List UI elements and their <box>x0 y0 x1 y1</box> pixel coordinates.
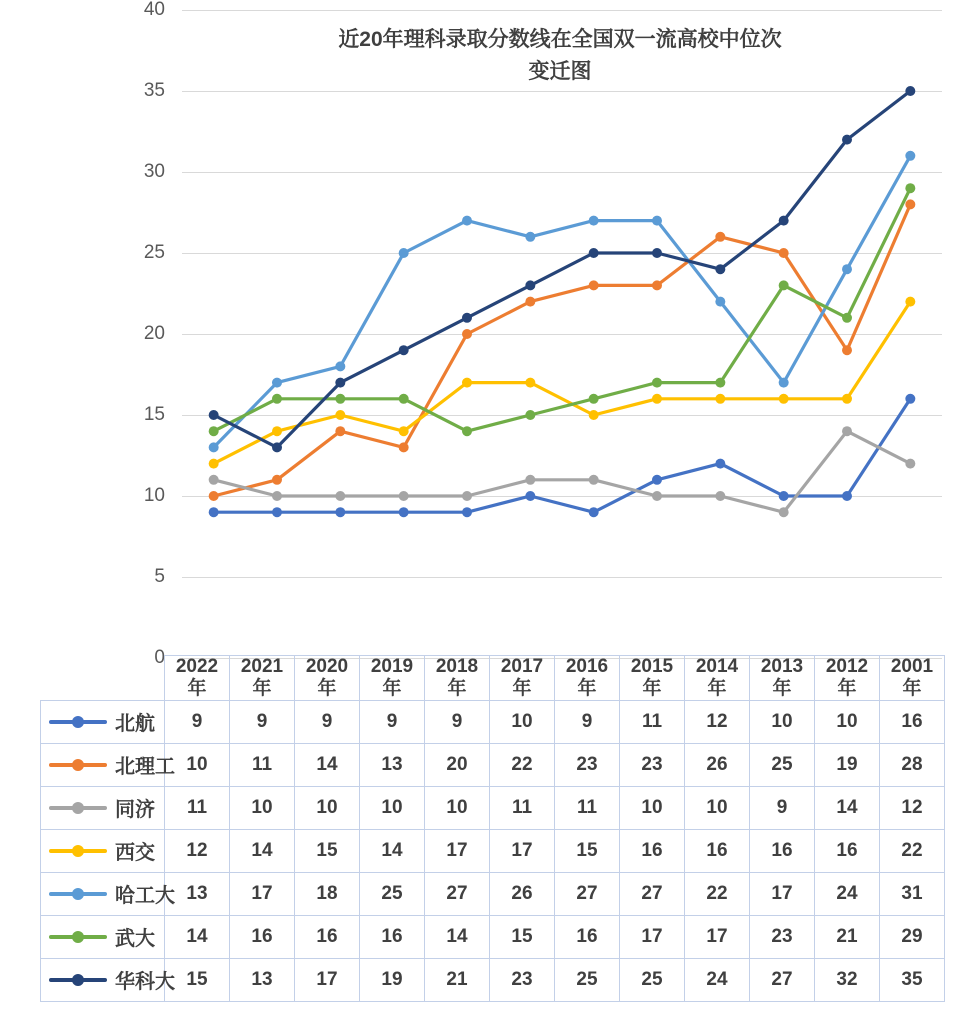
series-line <box>214 204 911 496</box>
series-point <box>209 475 219 485</box>
y-axis-tick-label: 0 <box>154 647 165 668</box>
legend-line-marker-icon <box>49 892 107 896</box>
table-cell: 21 <box>425 958 490 1001</box>
table-cell: 28 <box>880 743 945 786</box>
series-point <box>779 394 789 404</box>
series-point <box>779 378 789 388</box>
table-cell: 35 <box>880 958 945 1001</box>
series-point <box>399 345 409 355</box>
series-point <box>715 232 725 242</box>
table-cell: 9 <box>750 786 815 829</box>
legend-cell <box>41 743 175 786</box>
series-point <box>525 491 535 501</box>
table-cell: 27 <box>620 872 685 915</box>
series-point <box>462 313 472 323</box>
legend-line-marker-icon <box>49 720 107 724</box>
table-cell: 24 <box>685 958 750 1001</box>
series-point <box>842 345 852 355</box>
legend-series-name: 西交 <box>115 842 155 865</box>
legend-series-name: 华科大 <box>115 971 175 994</box>
series-point <box>525 297 535 307</box>
series-point <box>589 248 599 258</box>
series-1 <box>209 199 916 501</box>
series-point <box>652 394 662 404</box>
y-axis-tick-label: 20 <box>143 323 165 344</box>
table-cell: 16 <box>815 829 880 872</box>
y-axis-tick-label: 40 <box>143 0 165 20</box>
series-point <box>715 394 725 404</box>
table-cell: 17 <box>425 829 490 872</box>
series-point <box>399 442 409 452</box>
table-cell: 16 <box>750 829 815 872</box>
table-cell: 16 <box>230 915 295 958</box>
table-column-header: 2017 年 <box>490 656 555 701</box>
series-point <box>652 475 662 485</box>
table-cell: 25 <box>750 743 815 786</box>
series-point <box>589 410 599 420</box>
table-cell: 32 <box>815 958 880 1001</box>
table-cell: 10 <box>750 700 815 743</box>
series-point <box>842 426 852 436</box>
series-point <box>462 329 472 339</box>
series-point <box>272 475 282 485</box>
table-cell: 15 <box>490 915 555 958</box>
series-point <box>842 313 852 323</box>
table-cell: 11 <box>620 700 685 743</box>
table-cell: 23 <box>750 915 815 958</box>
table-cell: 13 <box>230 958 295 1001</box>
series-point <box>652 280 662 290</box>
table-cell: 15 <box>555 829 620 872</box>
series-point <box>525 410 535 420</box>
table-row <box>41 915 945 958</box>
y-axis-tick-label: 30 <box>143 161 165 182</box>
legend-line-marker-icon <box>49 978 107 982</box>
series-line <box>214 91 911 447</box>
table-cell: 11 <box>165 786 230 829</box>
legend-series-name: 同济 <box>115 799 155 822</box>
table-cell: 17 <box>230 872 295 915</box>
series-point <box>272 426 282 436</box>
table-cell: 9 <box>555 700 620 743</box>
table-cell: 10 <box>620 786 685 829</box>
table-cell: 9 <box>360 700 425 743</box>
series-point <box>842 394 852 404</box>
series-point <box>272 491 282 501</box>
legend-cell <box>41 872 175 915</box>
series-point <box>589 475 599 485</box>
series-point <box>209 442 219 452</box>
series-point <box>842 135 852 145</box>
table-cell: 25 <box>555 958 620 1001</box>
table-cell: 25 <box>620 958 685 1001</box>
series-point <box>335 426 345 436</box>
table-column-header: 2018 年 <box>425 656 490 701</box>
table-cell: 16 <box>620 829 685 872</box>
y-axis-tick-label: 10 <box>143 485 165 506</box>
table-column-header: 2012 年 <box>815 656 880 701</box>
table-cell: 17 <box>490 829 555 872</box>
series-point <box>842 264 852 274</box>
series-point <box>905 199 915 209</box>
table-cell: 14 <box>815 786 880 829</box>
table-cell: 17 <box>750 872 815 915</box>
table-cell: 10 <box>490 700 555 743</box>
table-cell: 29 <box>880 915 945 958</box>
table-cell: 15 <box>295 829 360 872</box>
series-point <box>905 86 915 96</box>
table-row <box>41 700 945 743</box>
y-axis-tick-label: 35 <box>143 80 165 101</box>
table-cell: 17 <box>295 958 360 1001</box>
table-cell: 14 <box>230 829 295 872</box>
table-cell: 17 <box>620 915 685 958</box>
series-point <box>209 459 219 469</box>
series-point <box>779 248 789 258</box>
series-point <box>589 394 599 404</box>
table-cell: 11 <box>555 786 620 829</box>
series-point <box>715 378 725 388</box>
table-body <box>41 700 945 1001</box>
series-point <box>905 459 915 469</box>
table-cell: 12 <box>880 786 945 829</box>
table-cell: 11 <box>230 743 295 786</box>
table-cell: 10 <box>360 786 425 829</box>
series-point <box>272 442 282 452</box>
series-point <box>905 394 915 404</box>
table-cell: 16 <box>880 700 945 743</box>
table-cell: 19 <box>360 958 425 1001</box>
series-point <box>905 151 915 161</box>
series-point <box>335 507 345 517</box>
table-cell: 31 <box>880 872 945 915</box>
series-point <box>525 232 535 242</box>
series-point <box>209 410 219 420</box>
series-point <box>589 280 599 290</box>
legend-cell <box>41 958 175 1001</box>
series-point <box>525 475 535 485</box>
series-point <box>209 426 219 436</box>
table-row <box>41 958 945 1001</box>
series-point <box>715 491 725 501</box>
series-point <box>779 491 789 501</box>
table-column-header: 2022 年 <box>165 656 230 701</box>
table-cell: 14 <box>360 829 425 872</box>
legend-cell <box>41 829 165 872</box>
table-cell: 27 <box>425 872 490 915</box>
table-column-header: 2019 年 <box>360 656 425 701</box>
series-point <box>462 426 472 436</box>
series-point <box>335 378 345 388</box>
table-row <box>41 743 945 786</box>
table-header-row <box>41 656 945 701</box>
series-point <box>272 507 282 517</box>
table-column-header: 2020 年 <box>295 656 360 701</box>
series-point <box>209 491 219 501</box>
table-cell: 25 <box>360 872 425 915</box>
table-cell: 16 <box>555 915 620 958</box>
legend-series-name: 哈工大 <box>115 885 175 908</box>
table-cell: 26 <box>685 743 750 786</box>
series-point <box>715 297 725 307</box>
table-cell: 21 <box>815 915 880 958</box>
legend-line-marker-icon <box>49 806 107 810</box>
table-cell: 13 <box>360 743 425 786</box>
table-cell: 22 <box>685 872 750 915</box>
table-row <box>41 786 945 829</box>
table-cell: 10 <box>230 786 295 829</box>
table-cell: 13 <box>165 872 230 915</box>
series-point <box>335 410 345 420</box>
table-cell: 18 <box>295 872 360 915</box>
table-cell: 22 <box>880 829 945 872</box>
series-point <box>399 491 409 501</box>
legend-cell <box>41 786 165 829</box>
series-point <box>335 361 345 371</box>
chart-title <box>175 24 945 87</box>
series-line <box>214 302 911 464</box>
table-cell: 23 <box>555 743 620 786</box>
series-point <box>905 297 915 307</box>
table-cell: 23 <box>620 743 685 786</box>
series-point <box>589 507 599 517</box>
series-point <box>462 491 472 501</box>
series-point <box>842 491 852 501</box>
table-cell: 10 <box>685 786 750 829</box>
series-point <box>335 491 345 501</box>
series-point <box>399 507 409 517</box>
table-cell: 14 <box>425 915 490 958</box>
table-cell: 10 <box>425 786 490 829</box>
series-point <box>399 394 409 404</box>
series-point <box>652 216 662 226</box>
table-cell: 16 <box>295 915 360 958</box>
table-column-header: 2015 年 <box>620 656 685 701</box>
series-point <box>462 378 472 388</box>
table-cell: 11 <box>490 786 555 829</box>
series-point <box>652 378 662 388</box>
table-column-header: 2021 年 <box>230 656 295 701</box>
table-cell: 10 <box>815 700 880 743</box>
series-0 <box>209 394 916 517</box>
y-axis-tick-label: 25 <box>143 242 165 263</box>
chart-title-line: 近20年理科录取分数线在全国双一流高校中位次 <box>338 28 782 51</box>
table-cell: 27 <box>750 958 815 1001</box>
legend-series-name: 武大 <box>115 928 155 951</box>
table-cell: 16 <box>685 829 750 872</box>
table-column-header: 2001 年 <box>880 656 945 701</box>
series-point <box>272 394 282 404</box>
table-column-header: 2013 年 <box>750 656 815 701</box>
table-cell: 27 <box>555 872 620 915</box>
table-cell: 10 <box>165 743 230 786</box>
table-cell: 9 <box>165 700 230 743</box>
table-row <box>41 872 945 915</box>
table-column-header: 2014 年 <box>685 656 750 701</box>
series-point <box>652 491 662 501</box>
table-cell: 14 <box>165 915 230 958</box>
table-cell: 20 <box>425 743 490 786</box>
legend-line-marker-icon <box>49 849 107 853</box>
series-point <box>715 264 725 274</box>
series-point <box>779 280 789 290</box>
table-cell: 24 <box>815 872 880 915</box>
series-3 <box>209 297 916 469</box>
series-point <box>905 183 915 193</box>
table-cell: 9 <box>425 700 490 743</box>
series-point <box>779 507 789 517</box>
table-cell: 9 <box>230 700 295 743</box>
series-point <box>589 216 599 226</box>
series-point <box>399 426 409 436</box>
series-point <box>462 216 472 226</box>
table-cell: 15 <box>165 958 230 1001</box>
y-axis-tick-label: 15 <box>143 404 165 425</box>
chart-title-line: 变迁图 <box>528 59 592 83</box>
series-line <box>214 431 911 512</box>
legend-line-marker-icon <box>49 763 107 767</box>
table-cell: 14 <box>295 743 360 786</box>
table-column-header: 2016 年 <box>555 656 620 701</box>
series-point <box>652 248 662 258</box>
table-row <box>41 829 945 872</box>
table-cell: 12 <box>685 700 750 743</box>
table-cell: 22 <box>490 743 555 786</box>
legend-cell <box>41 700 165 743</box>
data-table <box>40 655 945 1002</box>
table-cell: 23 <box>490 958 555 1001</box>
legend-series-name: 北理工 <box>115 756 175 779</box>
table-cell: 16 <box>360 915 425 958</box>
series-point <box>209 507 219 517</box>
y-axis-tick-label: 5 <box>154 566 165 587</box>
series-point <box>272 378 282 388</box>
table-cell: 10 <box>295 786 360 829</box>
table-cell: 9 <box>295 700 360 743</box>
table-cell: 19 <box>815 743 880 786</box>
table-cell: 26 <box>490 872 555 915</box>
legend-series-name: 北航 <box>115 713 155 736</box>
table-cell: 12 <box>165 829 230 872</box>
table-corner-cell <box>41 656 165 701</box>
data-table-wrapper <box>40 655 945 1002</box>
series-point <box>779 216 789 226</box>
series-point <box>525 280 535 290</box>
series-point <box>335 394 345 404</box>
series-point <box>399 248 409 258</box>
series-point <box>715 459 725 469</box>
table-cell: 17 <box>685 915 750 958</box>
legend-line-marker-icon <box>49 935 107 939</box>
series-line <box>214 188 911 431</box>
series-point <box>525 378 535 388</box>
series-point <box>462 507 472 517</box>
legend-cell <box>41 915 165 958</box>
